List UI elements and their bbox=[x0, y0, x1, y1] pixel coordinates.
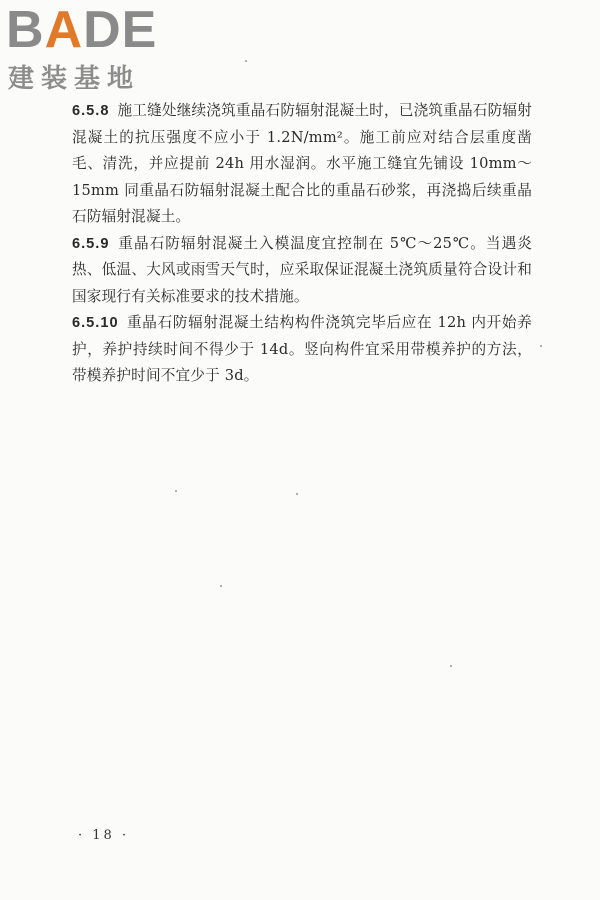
scan-speck bbox=[245, 60, 247, 62]
clause-6-5-8 bbox=[72, 98, 532, 231]
brand-logo bbox=[6, 1, 174, 96]
clause-text: 重晶石防辐射混凝土结构构件浇筑完毕后应在 12h 内开始养护，养护持续时间不得少于 14d。竖向构件宜采用带模养护的方法，带模养护时间不宜少于 3d。 bbox=[72, 314, 532, 384]
page-number: · 18 · bbox=[78, 828, 130, 843]
logo-letter-a-accent: A bbox=[44, 1, 84, 59]
scan-speck bbox=[175, 490, 177, 492]
clause-text: 重晶石防辐射混凝土入模温度宜控制在 5℃～25℃。当遇炎热、低温、大风或雨雪天气时，应采取保证混凝土浇筑质量符合设计和国家现行有关标准要求的技术措施。 bbox=[72, 234, 532, 305]
logo-letter-b: B bbox=[6, 1, 45, 59]
document-body bbox=[72, 98, 532, 390]
logo-letters-de: DE bbox=[83, 1, 158, 59]
clause-number: 6.5.8 bbox=[72, 103, 110, 119]
logo-subtitle: 建装基地 bbox=[8, 64, 141, 94]
logo-wordmark bbox=[6, 1, 158, 59]
clause-6-5-10 bbox=[72, 310, 532, 390]
clause-text: 施工缝处继续浇筑重晶石防辐射混凝土时，已浇筑重晶石防辐射混凝土的抗压强度不应小于 1.2N/mm²。施工前应对结合层重度凿毛、清洗，并应提前 24h 用水湿润。水平施工缝宜先铺设 10mm～15mm 同重晶石防辐射混凝土配合比的重晶石砂浆，再浇捣后续重晶石防辐射混凝土。 bbox=[72, 102, 532, 225]
scan-speck bbox=[450, 665, 452, 667]
scan-speck bbox=[220, 585, 222, 587]
clause-number: 6.5.10 bbox=[72, 315, 119, 331]
clause-6-5-9 bbox=[72, 231, 532, 311]
clause-number: 6.5.9 bbox=[72, 235, 110, 252]
scan-speck bbox=[296, 493, 298, 495]
scan-speck bbox=[540, 345, 542, 347]
